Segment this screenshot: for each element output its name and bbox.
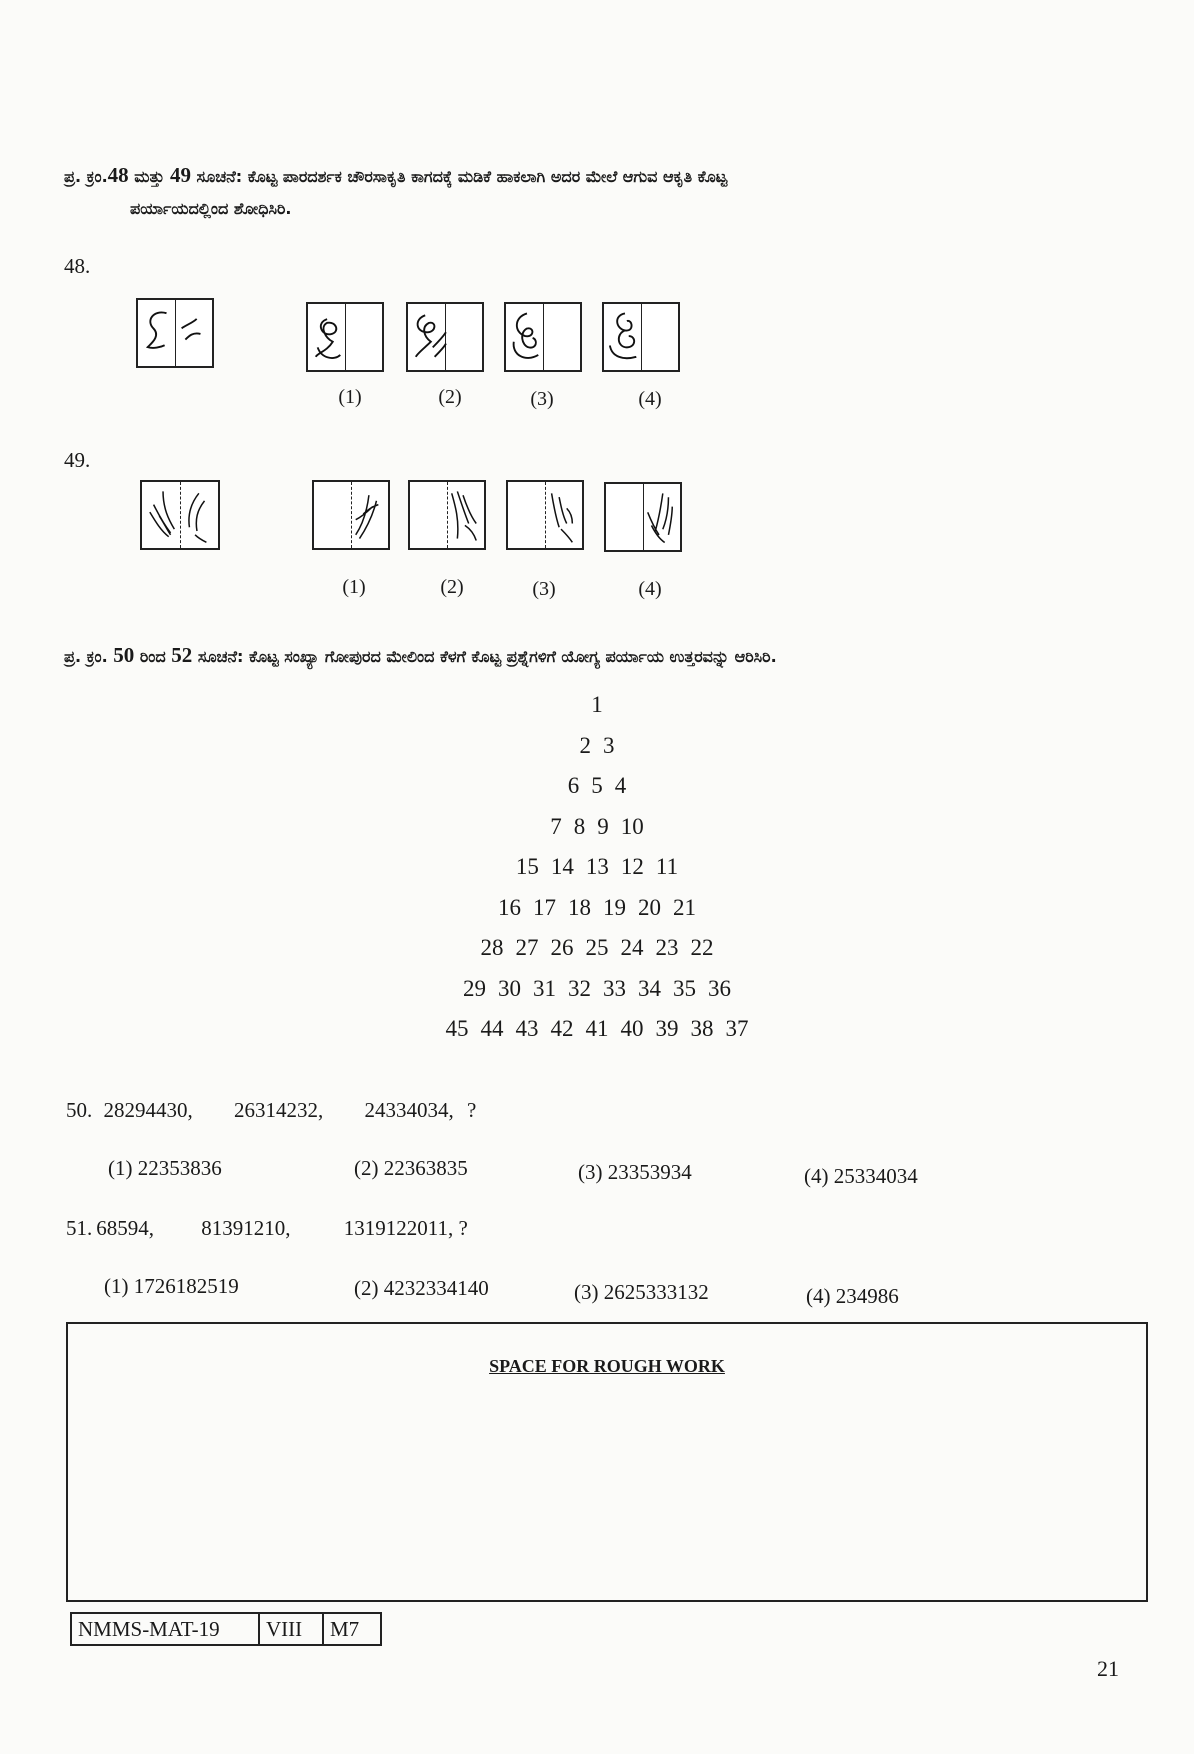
q51-option-4[interactable]: (4) 234986 bbox=[806, 1284, 899, 1308]
q48-option-2-drawing bbox=[408, 304, 482, 370]
pyramid-number: 16 bbox=[498, 894, 521, 920]
pyramid-number: 20 bbox=[638, 894, 661, 920]
question-48-number: 48. bbox=[64, 254, 91, 278]
q51-number: 51. bbox=[66, 1216, 93, 1240]
instruction-num1: 50 bbox=[113, 643, 135, 667]
q48-option-2-figure[interactable] bbox=[406, 302, 484, 372]
q49-option-1-drawing bbox=[314, 482, 388, 548]
pyramid-number: 32 bbox=[568, 975, 591, 1001]
instruction-conj: ಮತ್ತು bbox=[134, 167, 165, 186]
rough-work-box[interactable] bbox=[66, 1322, 1148, 1602]
pyramid-row bbox=[0, 692, 1194, 718]
pyramid-number: 36 bbox=[708, 975, 731, 1001]
q48-question-drawing bbox=[138, 300, 212, 366]
instruction-suffix: ಸೂಚನೆ: bbox=[197, 647, 244, 666]
q48-option-4-label: (4) bbox=[638, 388, 662, 410]
instruction-48-49 bbox=[64, 160, 1124, 192]
pyramid-number: 14 bbox=[550, 854, 574, 879]
pyramid-number: 44 bbox=[480, 1016, 504, 1041]
instruction-48-49-line2: ಪರ್ಯಾಯದಲ್ಲಿಂದ ಶೋಧಿಸಿರಿ. bbox=[130, 199, 292, 218]
pyramid-number: 2 bbox=[579, 732, 591, 758]
instruction-suffix: ಸೂಚನೆ: bbox=[196, 167, 243, 186]
page-number: 21 bbox=[1097, 1656, 1119, 1681]
footer-code-set: M7 bbox=[322, 1612, 382, 1646]
q49-option-1-figure[interactable] bbox=[312, 480, 390, 550]
q51-term-2: 81391210, bbox=[201, 1216, 291, 1240]
question-49-number: 49. bbox=[64, 448, 91, 472]
q50-term-3: 24334034, bbox=[364, 1098, 454, 1122]
q48-option-3-drawing bbox=[506, 304, 580, 370]
q51-term-3: 1319122011, ? bbox=[343, 1216, 468, 1240]
pyramid-number: 1 bbox=[591, 692, 603, 717]
pyramid-row bbox=[0, 935, 1194, 961]
pyramid-row bbox=[0, 1016, 1194, 1042]
q49-option-3-label: (3) bbox=[532, 578, 556, 600]
q50-number: 50. bbox=[66, 1098, 93, 1122]
footer-code-class: VIII bbox=[258, 1612, 324, 1646]
q50-option-4[interactable]: (4) 25334034 bbox=[804, 1164, 918, 1188]
q49-option-4-label: (4) bbox=[638, 578, 662, 600]
footer-code-exam: NMMS-MAT-19 bbox=[70, 1612, 260, 1646]
instruction-text: ಕೊಟ್ಟ ಸಂಖ್ಯಾ ಗೋಪುರದ ಮೇಲಿಂದ ಕೆಳಗೆ ಕೊಟ್ಟ ಪ್ರಶ್ನೆಗಳಿಗೆ ಯೋಗ್ಯ ಪರ್ಯಾಯ ಉತ್ತರವನ್ನು ಆರಿಸಿರಿ. bbox=[249, 647, 777, 666]
q49-option-2-drawing bbox=[410, 482, 484, 548]
pyramid-number: 43 bbox=[515, 1016, 539, 1041]
q49-option-3-drawing bbox=[508, 482, 582, 548]
q51-option-1[interactable]: (1) 1726182519 bbox=[104, 1274, 239, 1298]
q48-option-3-label: (3) bbox=[530, 388, 554, 410]
pyramid-number: 42 bbox=[550, 1016, 574, 1041]
pyramid-number: 17 bbox=[533, 894, 556, 920]
pyramid-number: 15 bbox=[515, 854, 539, 879]
q48-option-1-figure[interactable] bbox=[306, 302, 384, 372]
pyramid-number: 3 bbox=[603, 732, 615, 758]
q50-term-4: ? bbox=[467, 1098, 477, 1122]
pyramid-number: 8 bbox=[573, 813, 586, 839]
pyramid-number: 31 bbox=[533, 975, 556, 1001]
pyramid-number: 10 bbox=[620, 813, 644, 839]
pyramid-number: 26 bbox=[550, 935, 574, 960]
q50-term-2: 26314232, bbox=[234, 1098, 324, 1122]
pyramid-number: 23 bbox=[655, 935, 679, 960]
q51-option-3[interactable]: (3) 2625333132 bbox=[574, 1280, 709, 1304]
pyramid-number: 33 bbox=[603, 975, 626, 1001]
q48-option-1-drawing bbox=[308, 304, 382, 370]
instruction-num1: 48 bbox=[107, 163, 129, 187]
pyramid-number: 35 bbox=[673, 975, 696, 1001]
q50-option-2[interactable]: (2) 22363835 bbox=[354, 1156, 468, 1180]
pyramid-row bbox=[0, 814, 1194, 840]
pyramid-number: 5 bbox=[591, 773, 603, 798]
q48-option-4-figure[interactable] bbox=[602, 302, 680, 372]
pyramid-row bbox=[0, 773, 1194, 799]
pyramid-number: 7 bbox=[550, 813, 562, 839]
pyramid-number: 34 bbox=[638, 975, 661, 1001]
pyramid-number: 9 bbox=[597, 813, 609, 839]
pyramid-number: 45 bbox=[445, 1016, 469, 1041]
pyramid-number: 37 bbox=[725, 1016, 749, 1041]
q49-option-4-figure[interactable] bbox=[604, 482, 682, 552]
pyramid-number: 29 bbox=[463, 975, 486, 1001]
pyramid-row bbox=[0, 976, 1194, 1002]
pyramid-number: 25 bbox=[585, 935, 609, 960]
pyramid-number: 27 bbox=[515, 935, 539, 960]
pyramid-number: 38 bbox=[690, 1016, 714, 1041]
pyramid-number: 21 bbox=[673, 894, 696, 920]
q48-option-1-label: (1) bbox=[338, 386, 362, 408]
pyramid-number: 22 bbox=[690, 935, 714, 960]
instruction-prefix: ಪ್ರ. ಕ್ರಂ. bbox=[64, 647, 108, 666]
pyramid-number: 40 bbox=[620, 1016, 644, 1041]
q48-option-4-drawing bbox=[604, 304, 678, 370]
q50-stem bbox=[66, 1098, 1066, 1123]
q49-option-2-figure[interactable] bbox=[408, 480, 486, 550]
q50-option-3[interactable]: (3) 23353934 bbox=[578, 1160, 692, 1184]
pyramid-row bbox=[0, 895, 1194, 921]
pyramid-number: 19 bbox=[603, 894, 626, 920]
q48-option-2-label: (2) bbox=[438, 386, 462, 408]
pyramid-row bbox=[0, 733, 1194, 759]
q51-stem bbox=[66, 1216, 1066, 1241]
pyramid-row bbox=[0, 854, 1194, 880]
q51-term-1: 68594, bbox=[96, 1216, 154, 1240]
q49-option-4-drawing bbox=[606, 484, 680, 550]
pyramid-number: 41 bbox=[585, 1016, 609, 1041]
pyramid-number: 12 bbox=[620, 854, 644, 879]
q48-option-3-figure[interactable] bbox=[504, 302, 582, 372]
q48-question-figure bbox=[136, 298, 214, 368]
q49-option-2-label: (2) bbox=[440, 576, 464, 598]
instruction-num2: 52 bbox=[171, 643, 193, 667]
q49-question-drawing bbox=[142, 482, 218, 548]
instruction-50-52 bbox=[64, 640, 1164, 672]
pyramid-number: 13 bbox=[585, 854, 609, 879]
q49-option-1-label: (1) bbox=[342, 576, 366, 598]
instruction-num2: 49 bbox=[169, 163, 191, 187]
q49-option-3-figure[interactable] bbox=[506, 480, 584, 550]
q49-question-figure bbox=[140, 480, 220, 550]
instruction-prefix: ಪ್ರ. ಕ್ರಂ. bbox=[64, 167, 108, 186]
instruction-conj: ರಿಂದ bbox=[139, 647, 166, 666]
pyramid-number: 30 bbox=[498, 975, 521, 1001]
q51-option-2[interactable]: (2) 4232334140 bbox=[354, 1276, 489, 1300]
instruction-text-line1: ಕೊಟ್ಟ ಪಾರದರ್ಶಕ ಚೌರಸಾಕೃತಿ ಕಾಗದಕ್ಕೆ ಮಡಿಕೆ ಹಾಕಲಾಗಿ ಅದರ ಮೇಲೆ ಆಗುವ ಆಕೃತಿ ಕೊಟ್ಟ bbox=[247, 167, 728, 186]
pyramid-number: 4 bbox=[614, 773, 627, 798]
pyramid-number: 24 bbox=[620, 935, 644, 960]
q50-term-1: 28294430, bbox=[103, 1098, 193, 1122]
rough-work-title: SPACE FOR ROUGH WORK bbox=[489, 1356, 725, 1376]
pyramid-number: 28 bbox=[480, 935, 504, 960]
pyramid-number: 39 bbox=[655, 1016, 679, 1041]
pyramid-number: 18 bbox=[568, 894, 591, 920]
pyramid-number: 11 bbox=[655, 854, 679, 879]
pyramid-number: 6 bbox=[567, 773, 580, 798]
q50-option-1[interactable]: (1) 22353836 bbox=[108, 1156, 222, 1180]
